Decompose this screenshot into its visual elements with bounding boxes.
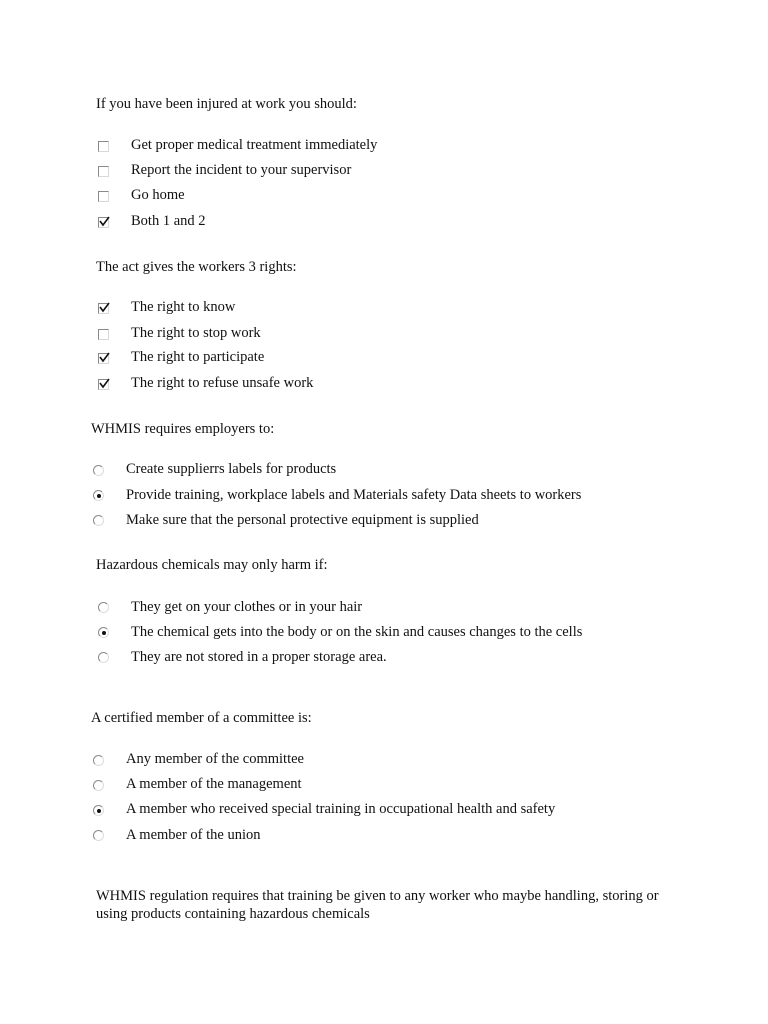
checkmark-icon xyxy=(98,215,111,228)
checkmark-icon xyxy=(98,377,111,390)
option-label: They get on your clothes or in your hair xyxy=(131,599,363,615)
checkbox-q1-opt3[interactable] xyxy=(98,191,109,202)
option-label: The right to know xyxy=(131,299,236,315)
checkbox-q1-opt2[interactable] xyxy=(98,166,109,177)
option-label: Both 1 and 2 xyxy=(131,213,206,229)
option-label: Get proper medical treatment immediately xyxy=(131,137,378,153)
checkmark-icon xyxy=(98,351,111,364)
checkbox-q2-opt2[interactable] xyxy=(98,329,109,340)
radio-dot-icon xyxy=(97,809,101,813)
option-label: A member of the union xyxy=(126,827,261,843)
radio-q3-opt1[interactable] xyxy=(93,465,104,476)
radio-q5-opt1[interactable] xyxy=(93,755,104,766)
radio-q5-opt2[interactable] xyxy=(93,780,104,791)
question-1-text: If you have been injured at work you should: xyxy=(96,96,357,112)
option-label: Go home xyxy=(131,187,185,203)
option-label: A member of the management xyxy=(126,776,302,792)
option-label: Report the incident to your supervisor xyxy=(131,162,352,178)
radio-q4-opt3[interactable] xyxy=(98,652,109,663)
checkbox-q1-opt4-checked[interactable] xyxy=(98,217,109,228)
option-label: Make sure that the personal protective equipment is supplied xyxy=(126,512,479,528)
radio-q4-opt1[interactable] xyxy=(98,602,109,613)
option-label: A member who received special training in occupational health and safety xyxy=(126,801,556,817)
option-label: Any member of the committee xyxy=(126,751,304,767)
radio-q3-opt2-selected[interactable] xyxy=(93,490,104,501)
checkbox-q2-opt4-checked[interactable] xyxy=(98,379,109,390)
radio-dot-icon xyxy=(102,631,106,635)
radio-dot-icon xyxy=(97,494,101,498)
radio-q4-opt2-selected[interactable] xyxy=(98,627,109,638)
option-label: The chemical gets into the body or on the skin and causes changes to the cells xyxy=(131,624,583,640)
question-3-text: WHMIS requires employers to: xyxy=(91,421,275,437)
checkmark-icon xyxy=(98,301,111,314)
option-label: The right to stop work xyxy=(131,325,261,341)
radio-q5-opt4[interactable] xyxy=(93,830,104,841)
checkbox-q2-opt1-checked[interactable] xyxy=(98,303,109,314)
radio-q5-opt3-selected[interactable] xyxy=(93,805,104,816)
radio-q3-opt3[interactable] xyxy=(93,515,104,526)
option-label: They are not stored in a proper storage area. xyxy=(131,649,387,665)
option-label: The right to participate xyxy=(131,349,265,365)
question-2-text: The act gives the workers 3 rights: xyxy=(96,259,297,275)
question-4-text: Hazardous chemicals may only harm if: xyxy=(96,557,328,573)
option-label: The right to refuse unsafe work xyxy=(131,375,314,391)
question-5-text: A certified member of a committee is: xyxy=(91,710,312,726)
checkbox-q2-opt3-checked[interactable] xyxy=(98,353,109,364)
checkbox-q1-opt1[interactable] xyxy=(98,141,109,152)
option-label: Provide training, workplace labels and Materials safety Data sheets to workers xyxy=(126,487,582,503)
whmis-statement: WHMIS regulation requires that training be given to any worker who maybe handling, storing or using products containing hazardous chemicals xyxy=(96,888,659,922)
option-label: Create supplierrs labels for products xyxy=(126,461,337,477)
